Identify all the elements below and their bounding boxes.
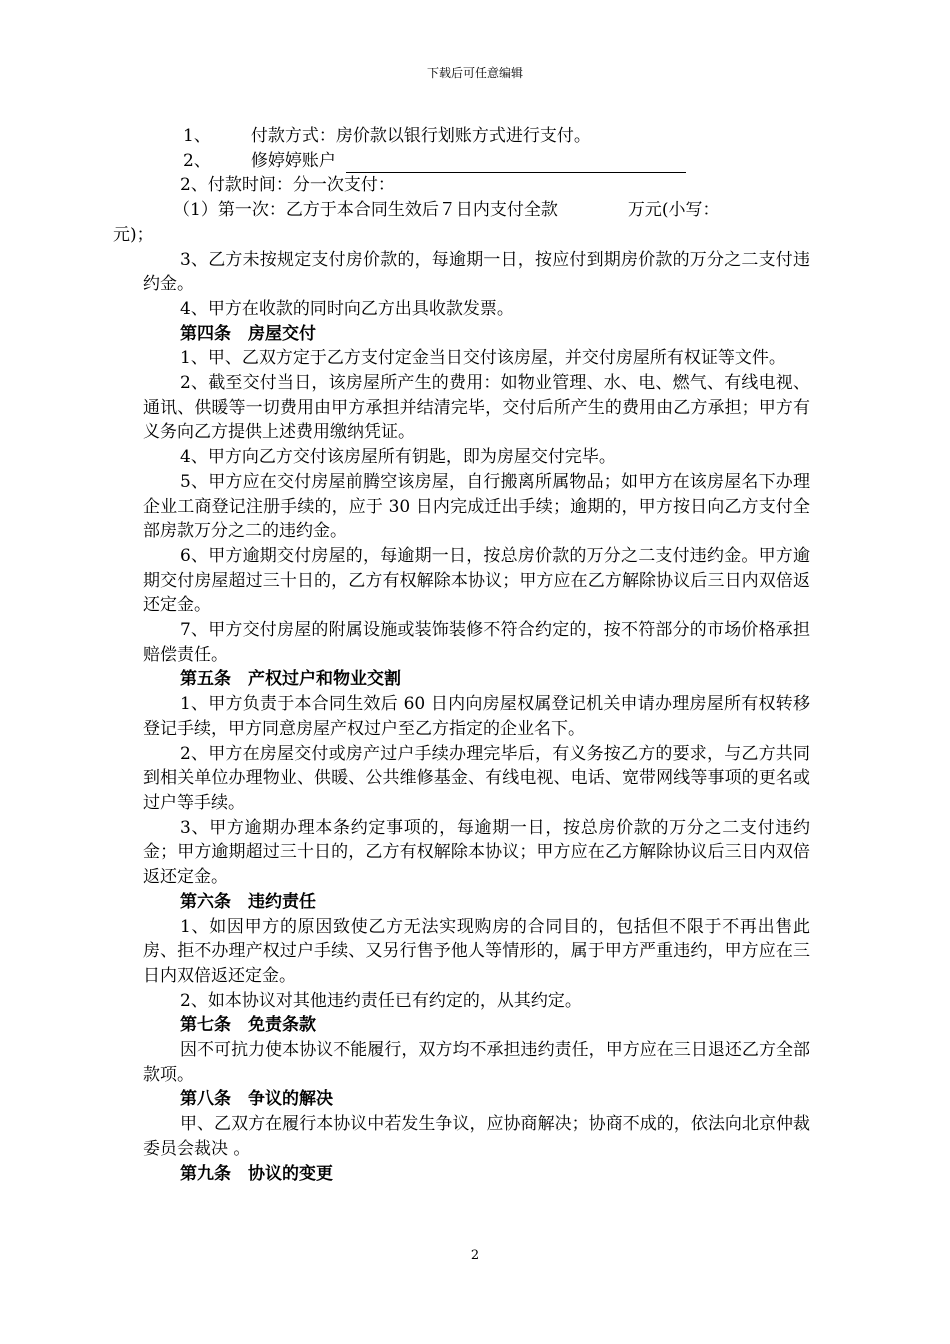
article-7-text: 因不可抗力使本协议不能履行，双方均不承担违约责任，甲方应在三日退还乙方全部款项。 [143, 1040, 810, 1085]
first-payment-amount-label: 万元(小写： [627, 200, 720, 221]
document-body [113, 124, 810, 1186]
payment-method-text: 付款方式：房价款以银行划账方式进行支付。 [250, 126, 591, 146]
account-number: 2、 [183, 150, 211, 171]
article-6-clause-2: 2、如本协议对其他违约责任已有约定的，从其约定。 [180, 990, 582, 1011]
payment-time: 2、付款时间：分一次支付： [180, 175, 395, 196]
page-number: 2 [470, 1248, 480, 1263]
first-payment-end: 元)； [113, 224, 154, 245]
article-6-clause-1: 1、如因甲方的原因致使乙方无法实现购房的合同目的，包括但不限于不再出售此房、拒不办理产权过户手续、又另行售予他人等情形的，属于甲方严重违约，甲方应在三日内双倍返还定金。 [143, 916, 810, 986]
payment-method-number: 1、 [183, 126, 211, 146]
article-8-title: 第八条 争议的解决 [180, 1089, 333, 1110]
article-4-title: 第四条 房屋交付 [180, 323, 316, 344]
page-header: 下载后可任意编辑 [426, 66, 523, 80]
payment-method-item [143, 124, 810, 149]
article-4-clause-6: 6、甲方逾期交付房屋的，每逾期一日，按总房价款的万分之二支付违约金。甲方逾期交付房屋超过三十日的，乙方有权解除本协议；甲方应在乙方解除协议后三日内双倍返还定金。 [143, 545, 810, 616]
article-5-clause-3: 3、甲方逾期办理本条约定事项的，每逾期一日，按总房价款的万分之二支付违约金；甲方逾期超过三十日的，乙方有权解除本协议；甲方应在乙方解除协议后三日内双倍返还定金。 [143, 817, 810, 888]
payment-penalty: 3、乙方未按规定支付房价款的，每逾期一日，按应付到期房价款的万分之二支付违约金。 [143, 249, 810, 295]
first-payment-text: （1）第一次：乙方于本合同生效后７日内支付全款 [173, 200, 558, 221]
article-9-title: 第九条 协议的变更 [180, 1163, 333, 1184]
article-5-clause-1: 1、甲方负责于本合同生效后 60 日内向房屋权属登记机关申请办理房屋所有权转移登记手续，甲方同意房屋产权过户至乙方指定的企业名下。 [143, 694, 810, 739]
article-4-clause-5: 5、甲方应在交付房屋前腾空该房屋，自行搬离所属物品；如甲方在该房屋名下办理企业工商登记注册手续的，应于 30 日内完成迁出手续；逾期的，甲方按日向乙方支付全部房款万分之二的违约金。 [143, 471, 810, 542]
payment-invoice: 4、甲方在收款的同时向乙方出具收款发票。 [180, 298, 514, 319]
article-4-clause-4: 4、甲方向乙方交付该房屋所有钥匙，即为房屋交付完毕。 [180, 447, 616, 468]
article-4-clause-2: 2、截至交付当日，该房屋所产生的费用：如物业管理、水、电、燃气、有线电视、通讯、供暖等一切费用由甲方承担并结清完毕，交付后所产生的费用由乙方承担；甲方有义务向乙方提供上述费用缴纳凭证。 [143, 373, 810, 443]
article-5-clause-2: 2、甲方在房屋交付或房产过户手续办理完毕后，有义务按乙方的要求，与乙方共同到相关单位办理物业、供暖、公共维修基金、有线电视、电话、宽带网线等事项的更名或过户等手续。 [143, 743, 810, 813]
first-payment [113, 198, 810, 247]
article-6-title: 第六条 违约责任 [180, 891, 316, 912]
account-blank-line [346, 152, 686, 173]
article-7-title: 第七条 免责条款 [180, 1015, 316, 1036]
account-item [143, 149, 810, 174]
article-4-clause-7: 7、甲方交付房屋的附属设施或装饰装修不符合约定的，按不符部分的市场价格承担赔偿责任。 [143, 620, 810, 665]
article-8-text: 甲、乙双方在履行本协议中若发生争议，应协商解决；协商不成的，依法向北京仲裁委员会裁决 。 [143, 1114, 810, 1159]
article-5-title: 第五条 产权过户和物业交割 [180, 669, 401, 690]
article-4-clause-1: 1、甲、乙双方定于乙方支付定金当日交付该房屋，并交付房屋所有权证等文件。 [180, 348, 786, 369]
account-label: 修婷婷账户 [250, 150, 336, 171]
